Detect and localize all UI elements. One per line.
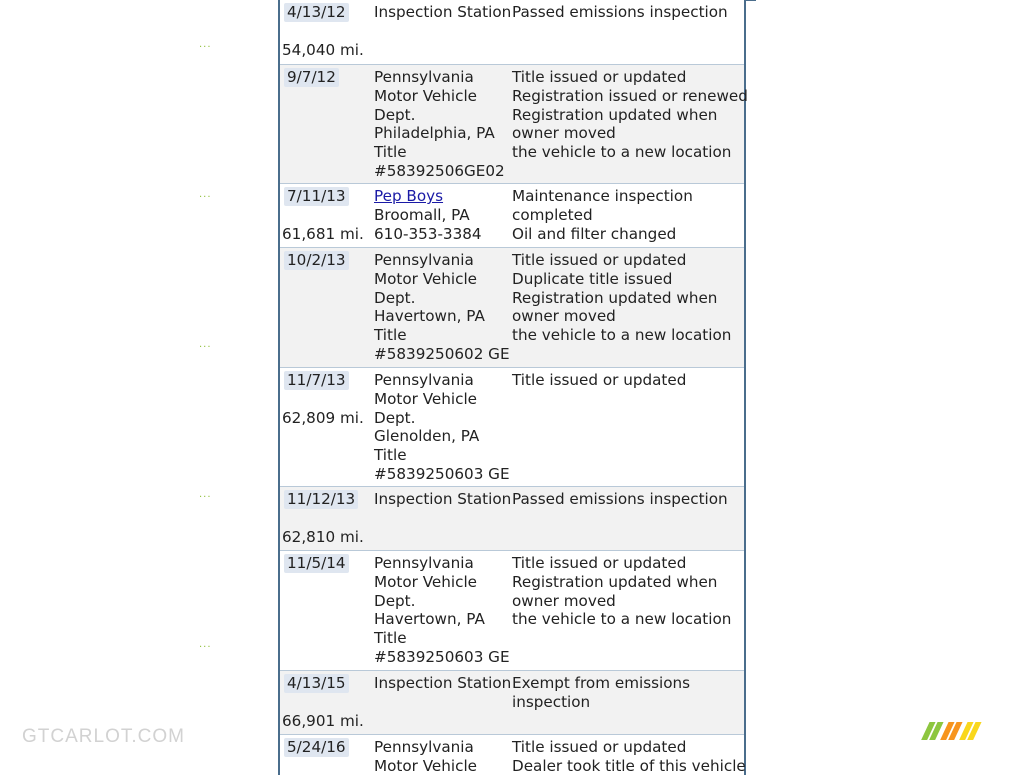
history-details: Title issued or updated xyxy=(512,371,687,389)
history-row xyxy=(280,65,748,184)
history-row xyxy=(280,671,744,735)
history-mileage: 61,681 mi. xyxy=(282,225,364,243)
history-source: Pennsylvania Motor Vehicle Dept. Philadelphia, PA Title #58392506GE02 xyxy=(374,68,505,180)
history-row xyxy=(280,0,744,65)
margin-dots-icon: ··· xyxy=(199,342,212,353)
history-source: Pennsylvania Motor Vehicle Dept. Havertown, PA Title #5839250603 GE xyxy=(374,554,510,666)
history-row xyxy=(280,487,744,551)
history-details: Passed emissions inspection xyxy=(512,490,728,508)
history-mileage: 66,901 mi. xyxy=(282,712,364,730)
history-details: Title issued or updated Registration updated when owner moved the vehicle to a new location xyxy=(512,554,732,629)
history-details: Title issued or updated Dealer took title of this vehicle xyxy=(512,738,746,775)
margin-dots-icon: ··· xyxy=(199,192,212,203)
history-source: Pennsylvania Motor Vehicle Dept. Glenolden, PA Title #5839250603 GE xyxy=(374,371,510,483)
history-date: 11/7/13 xyxy=(284,371,349,390)
history-date: 4/13/15 xyxy=(284,674,349,693)
gtcarlot-watermark: GTCARLOT.COM xyxy=(22,726,185,747)
margin-dots-icon: ··· xyxy=(199,42,212,53)
history-row xyxy=(280,735,744,775)
history-source: Pennsylvania Motor Vehicle Dept. Havertown, PA Title #5839250602 GE xyxy=(374,251,510,363)
history-date: 10/2/13 xyxy=(284,251,349,270)
history-row xyxy=(280,368,744,487)
history-date: 4/13/12 xyxy=(284,3,349,22)
pep-boys-link[interactable]: Pep Boys xyxy=(374,187,444,205)
history-date: 5/24/16 xyxy=(284,738,349,757)
history-details: Exempt from emissions inspection xyxy=(512,674,691,711)
history-details: Passed emissions inspection xyxy=(512,3,728,21)
history-date: 7/11/13 xyxy=(284,187,349,206)
history-date: 9/7/12 xyxy=(284,68,339,87)
history-row xyxy=(280,551,744,671)
history-row xyxy=(280,248,744,368)
history-date: 11/12/13 xyxy=(284,490,358,509)
history-details: Maintenance inspection completed Oil and filter changed xyxy=(512,187,693,243)
margin-dots-icon: ··· xyxy=(199,492,212,503)
history-source: Inspection Station xyxy=(374,674,512,692)
history-source: Inspection Station xyxy=(374,490,512,508)
history-details: Title issued or updated Duplicate title issued Registration updated when owner moved the vehicle to a new location xyxy=(512,251,732,345)
vehicle-history-table xyxy=(278,0,746,775)
history-details: Title issued or updated Registration issued or renewed Registration updated when owner moved the vehicle to a new location xyxy=(512,68,748,162)
history-mileage: 62,809 mi. xyxy=(282,409,364,427)
history-source: Inspection Station xyxy=(374,3,512,21)
gtcarlot-logo-icon xyxy=(920,721,998,741)
history-date: 11/5/14 xyxy=(284,554,349,573)
history-row xyxy=(280,184,744,248)
margin-dots-icon: ··· xyxy=(199,642,212,653)
history-mileage: 54,040 mi. xyxy=(282,41,364,59)
history-mileage: 62,810 mi. xyxy=(282,528,364,546)
history-source: Pennsylvania Motor Vehicle xyxy=(374,738,478,775)
history-source: Pep Boys Broomall, PA 610-353-3384 xyxy=(374,187,510,243)
